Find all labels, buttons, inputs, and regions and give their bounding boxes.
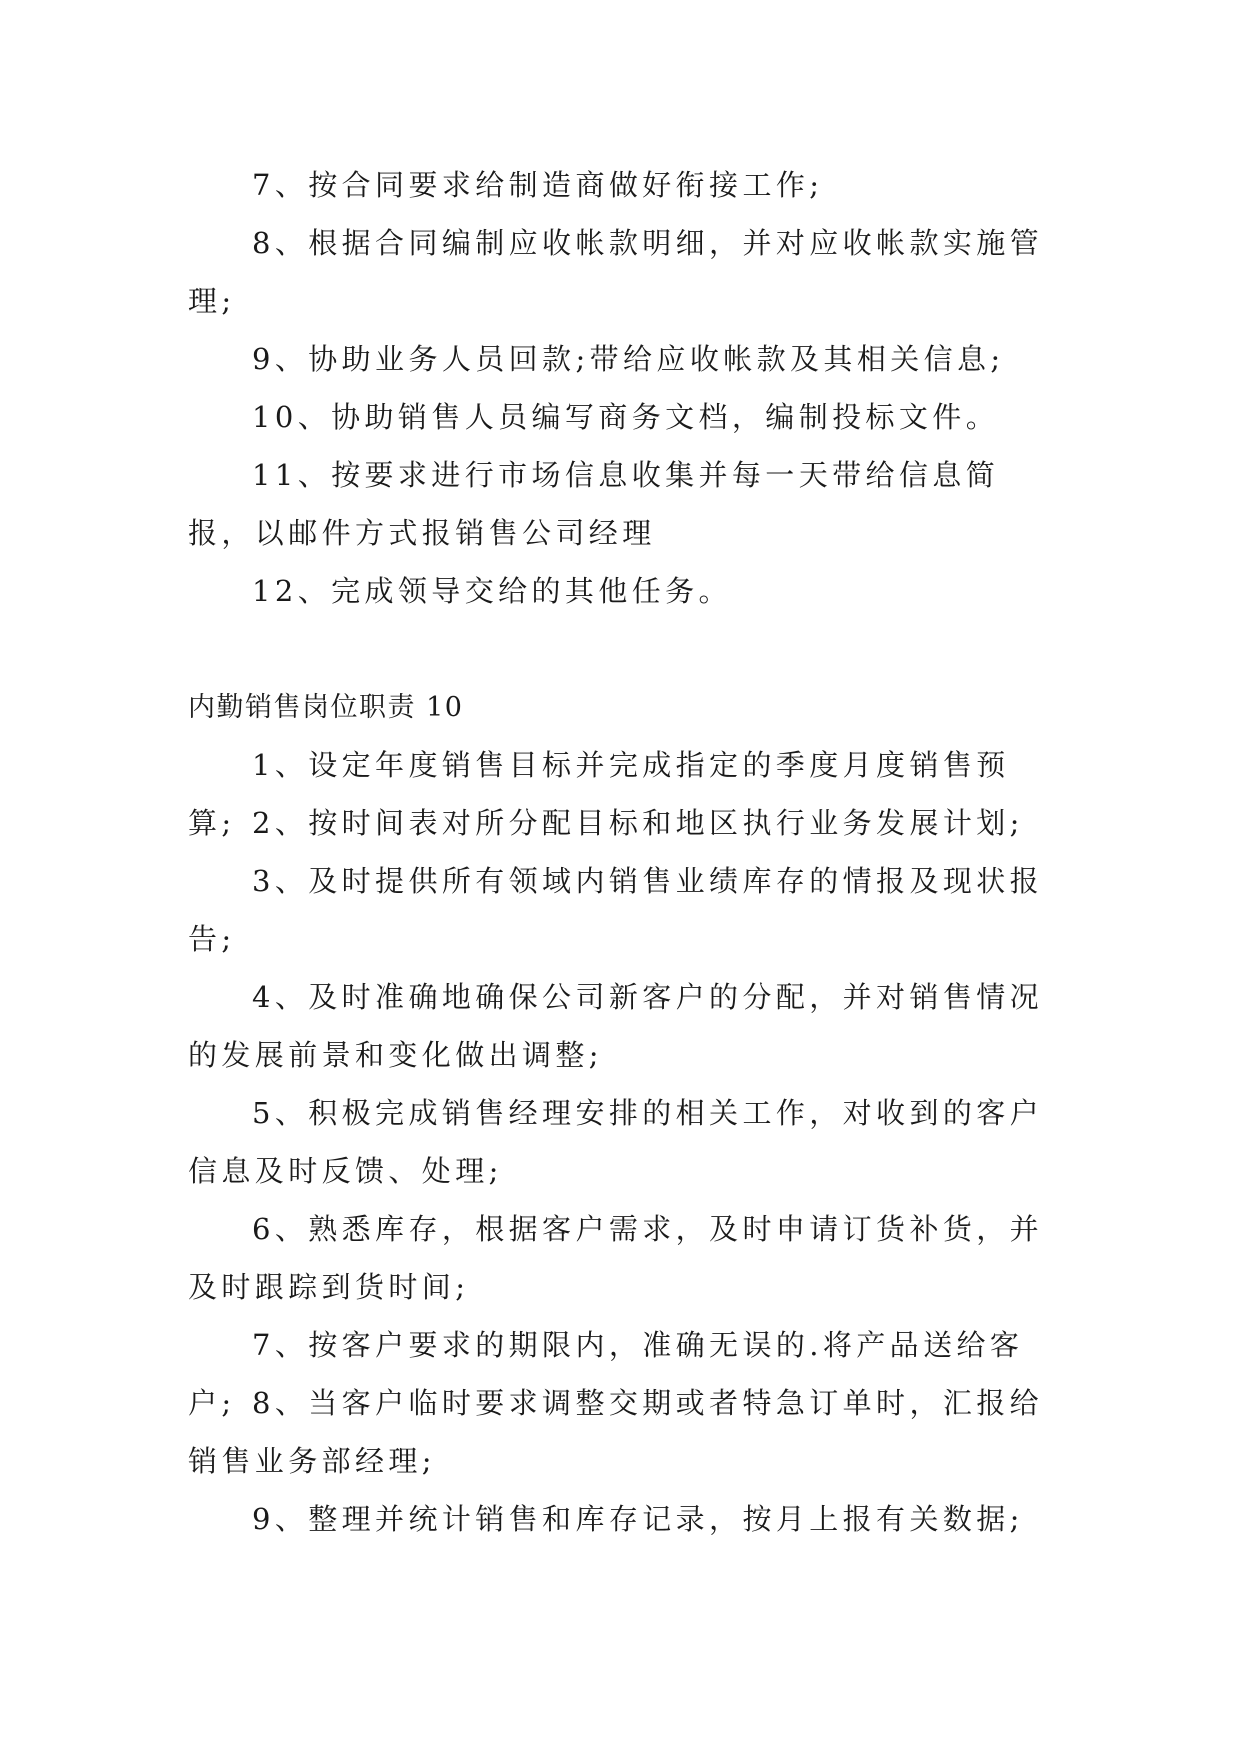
- list-item: 8、当客户临时要求调整交期或者特急订单时，汇报给销售业务部经理;: [188, 1386, 1044, 1478]
- list-item: 2、按时间表对所分配目标和地区执行业务发展计划;: [252, 806, 1024, 840]
- list-item: 7、按客户要求的期限内，准确无误的.将产品送给客户;: [188, 1328, 1024, 1420]
- list-item: 7、按合同要求给制造商做好衔接工作;: [252, 168, 824, 202]
- list-item: 11、按要求进行市场信息收集并每一天带给信息简报，以邮件方式报销售公司经理: [188, 458, 1000, 550]
- list-item: 9、协助业务人员回款;带给应收帐款及其相关信息;: [252, 342, 1005, 376]
- section-title: 内勤销售岗位职责 10: [188, 692, 464, 723]
- list-item: 9、整理并统计销售和库存记录，按月上报有关数据;: [252, 1502, 1024, 1536]
- list-item: 6、熟悉库存，根据客户需求，及时申请订货补货，并及时跟踪到货时间;: [188, 1212, 1044, 1304]
- list-item: 4、及时准确地确保公司新客户的分配，并对销售情况的发展前景和变化做出调整;: [188, 980, 1044, 1072]
- list-item: 1、设定年度销售目标并完成指定的季度月度销售预算;: [188, 748, 1010, 840]
- list-item: 12、完成领导交给的其他任务。: [252, 574, 732, 608]
- list-item: 10、协助销售人员编写商务文档，编制投标文件。: [252, 400, 1000, 434]
- list-item: 5、积极完成销售经理安排的相关工作，对收到的客户信息及时反馈、处理;: [188, 1096, 1044, 1188]
- list-item: 8、根据合同编制应收帐款明细，并对应收帐款实施管理;: [188, 226, 1044, 318]
- list-item: 3、及时提供所有领域内销售业绩库存的情报及现状报告;: [188, 864, 1044, 956]
